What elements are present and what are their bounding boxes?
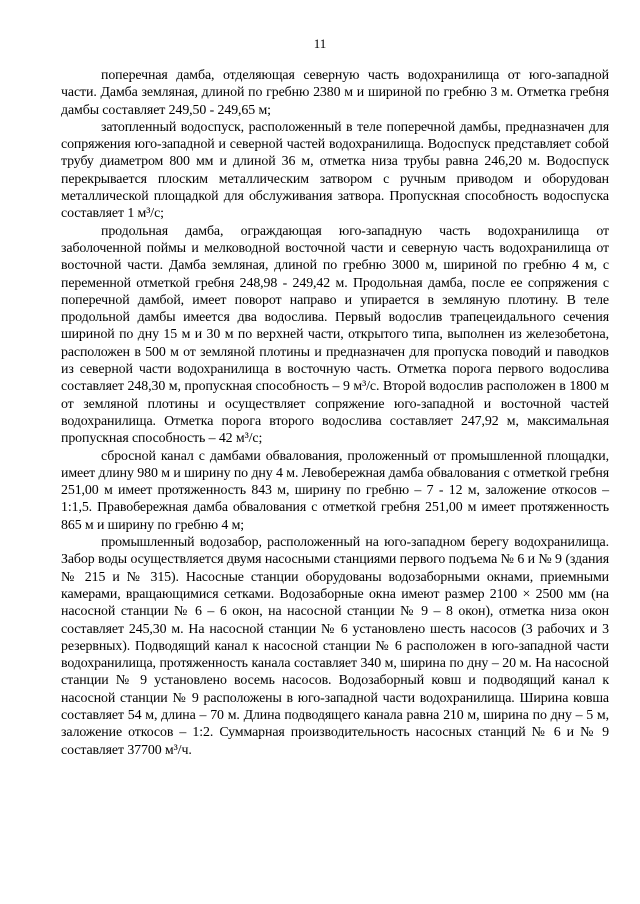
page-number: 11 bbox=[313, 36, 327, 51]
paragraph-transverse-dam: поперечная дамба, отделяющая северную часть водохранилища от юго-западной части. Дамба земляная, длиной по гребню 2380 м и шириной по гребню 3 м. Отметка гребня дамбы составляет 249,50 - 249,65 м; bbox=[61, 68, 609, 118]
paragraph-submerged-outlet: затопленный водоспуск, расположенный в теле поперечной дамбы, предназначен для сопряжения юго-западной и северной частей водохранилища. Водоспуск представляет собой трубу диаметром 800 мм и длиной 36 м, отметка низа трубы равна 246,20 м. Водоспуск перекрывается плоским металлическим затвором с ручным приводом и оборудован металлической площадкой для обслуживания затвора. Пропускная способность водоспуска составляет 1 м³/с; bbox=[61, 119, 609, 222]
paragraph-discharge-channel: сбросной канал с дамбами обвалования, проложенный от промышленной площадки, имеет длину 980 м и ширину по дну 4 м. Левобережная дамба обвалования с отметкой гребня 251,00 м имеет протяженность 843 м, ширину по гребню – 7 - 12 м, заложение откосов – 1:1,5. Правобережная дамба обвалования с отметкой гребня 251,00 м имеет протяженность 865 м и ширину по гребню 4 м; bbox=[61, 448, 609, 533]
paragraph-industrial-intake: промышленный водозабор, расположенный на юго-западном берегу водохранилища. Забор воды осуществляется двумя насосными станциями первого подъема № 6 и № 9 (здания № 215 и № 315). Насосные станции оборудованы водозаборными окнами, приемными камерами, вращающимися сетками. Водозаборные окна имеют размер 2100 × 2500 мм (на насосной станции № 6 – 6 окон, на насосной станции № 9 – 8 окон), отметка низа окон составляет 245,30 м. На насосной станции № 6 установлено шесть насосов (3 рабочих и 3 резервных). Подводящий канал к насосной станции № 6 расположен в юго-западной части водохранилища, протяженность канала составляет 340 м, ширина по дну – 20 м. На насосной станции № 9 установлено восемь насосов. Водозаборный ковш и подводящий канал к насосной станции № 9 расположены в юго-западной части водохранилища. Ширина ковша составляет 54 м, длина – 70 м. Длина подводящего канала равна 210 м, ширина по дну – 5 м, заложение откосов – 1:2. Суммарная производительность насосных станций № 6 и № 9 составляет 37700 м³/ч. bbox=[61, 535, 609, 758]
document-body bbox=[61, 67, 609, 759]
paragraph-longitudinal-dam: продольная дамба, ограждающая юго-западную часть водохранилища от заболоченной поймы и мелководной восточной части и северную часть водохранилища от восточной части. Дамба земляная, длиной по гребню 3000 м, шириной по гребню 4 м, с переменной отметкой гребня 248,98 - 249,42 м. Продольная дамба, после ее сопряжения с поперечной дамбой, имеет поворот направо и упирается в земляную плотину. В теле продольной дамбы имеется два водослива. Первый водослив трапецеидального сечения шириной по дну 15 м и 30 м по верхней части, открытого типа, выполнен из железобетона, расположен в 500 м от земляной плотины и предназначен для пропуска поводий и паводков из северной части водохранилища в восточную часть. Отметка порога первого водослива составляет 248,30 м, пропускная способность – 9 м³/с. Второй водослив расположен в 1800 м от земляной плотины и осуществляет сопряжение юго-западной и восточной частей водохранилища. Отметка порога второго водослива составляет 247,92 м, максимальная пропускная способность – 42 м³/с; bbox=[61, 223, 609, 447]
